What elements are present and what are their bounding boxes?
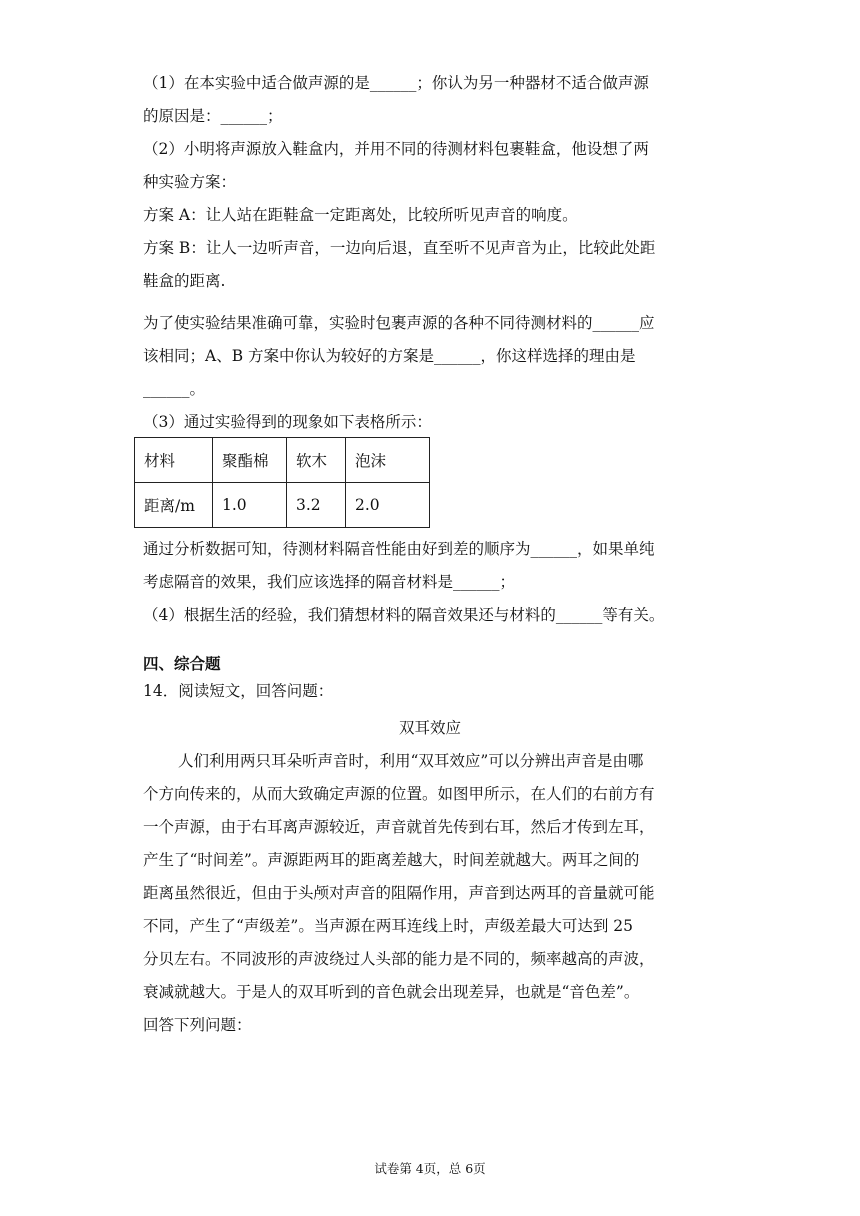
- line-14: （4）根据生活的经验，我们猜想材料的隔音效果还与材料的______等有关。: [143, 606, 665, 624]
- article-line: 产生了“时间差”。声源距两耳的距离差越大，时间差就越大。两耳之间的: [143, 851, 640, 869]
- line-5: 方案 A：让人站在距鞋盒一定距离处，比较所听见声音的响度。: [143, 206, 578, 224]
- table-cell: 1.0: [213, 483, 287, 528]
- article-line: 距离虽然很近，但由于头颅对声音的阻隔作用，声音到达两耳的音量就可能: [143, 884, 655, 902]
- article-line: 一个声源，由于右耳离声源较近，声音就首先传到右耳，然后才传到左耳，: [143, 818, 655, 836]
- article-line: 不同，产生了“声级差”。当声源在两耳连线上时，声级差最大可达到 25: [143, 917, 634, 935]
- table-cell: 聚酯棉: [213, 438, 287, 483]
- line-3: （2）小明将声源放入鞋盒内，并用不同的待测材料包裹鞋盒，他设想了两: [143, 140, 649, 158]
- table-cell: 软木: [287, 438, 346, 483]
- article-line: 衰减就越大。于是人的双耳听到的音色就会出现差异，也就是“音色差”。: [143, 983, 640, 1001]
- article-line: 人们利用两只耳朵听声音时，利用“双耳效应”可以分辨出声音是由哪: [178, 752, 644, 770]
- data-table: [134, 437, 430, 528]
- line-10: ______。: [143, 380, 206, 398]
- article-line: 回答下列问题：: [143, 1016, 252, 1034]
- line-1: （1）在本实验中适合做声源的是______；你认为另一种器材不适合做声源: [143, 74, 649, 92]
- line-6: 方案 B：让人一边听声音，一边向后退，直至听不见声音为止，比较此处距: [143, 239, 656, 257]
- table-row: [135, 483, 430, 528]
- table-row: [135, 438, 430, 483]
- line-12: 通过分析数据可知，待测材料隔音性能由好到差的顺序为______，如果单纯: [143, 540, 655, 558]
- article-title: 双耳效应: [398, 719, 461, 737]
- line-13: 考虑隔音的效果，我们应该选择的隔音材料是______；: [143, 573, 516, 591]
- page-footer: 试卷第 4页，总 6页: [374, 1161, 486, 1176]
- line-7: 鞋盒的距离.: [143, 272, 226, 290]
- line-11: （3）通过实验得到的现象如下表格所示：: [143, 413, 432, 431]
- question-14: 14．阅读短文，回答问题：: [143, 682, 334, 700]
- table-cell: 材料: [135, 438, 213, 483]
- table-cell: 泡沫: [346, 438, 430, 483]
- line-2: 的原因是：______；: [143, 107, 283, 125]
- section-title: 四、综合题: [143, 655, 221, 673]
- line-4: 种实验方案：: [143, 173, 237, 191]
- table-cell: 2.0: [346, 483, 430, 528]
- line-8: 为了使实验结果准确可靠，实验时包裹声源的各种不同待测材料的______应: [143, 314, 655, 332]
- article-line: 个方向传来的，从而大致确定声源的位置。如图甲所示，在人们的右前方有: [143, 785, 655, 803]
- line-9: 该相同；A、B 方案中你认为较好的方案是______，你这样选择的理由是: [143, 347, 636, 365]
- article-line: 分贝左右。不同波形的声波绕过人头部的能力是不同的，频率越高的声波，: [143, 950, 655, 968]
- table-cell: 3.2: [287, 483, 346, 528]
- table-cell: 距离/m: [135, 483, 213, 528]
